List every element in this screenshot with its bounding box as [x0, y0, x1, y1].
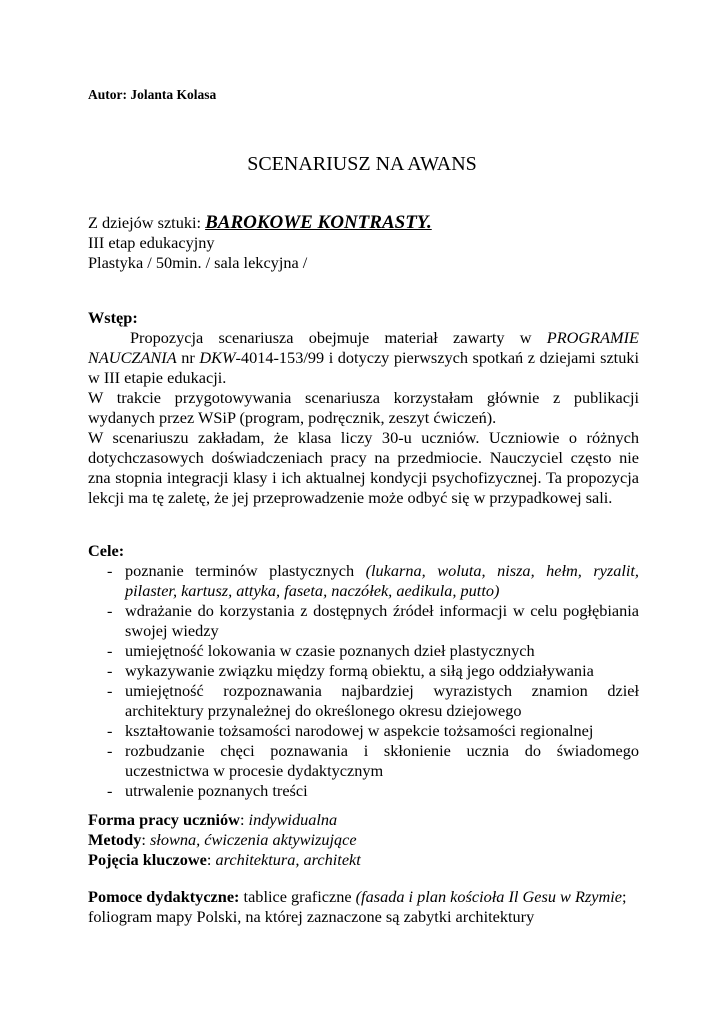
intro-p1-code: DKW: [199, 348, 236, 367]
goal-item-terms: (lukarna, woluta, nisza, hełm, ryzalit, pilaster, kartusz, attyka, faseta, naczółek, aedikula, putto): [125, 561, 639, 600]
intro-section: [88, 308, 639, 508]
colon: :: [239, 810, 249, 829]
goal-item-text: utrwalenie poznanych treści: [125, 781, 308, 800]
methods-line: [88, 830, 639, 850]
lesson-meta-section: [88, 810, 639, 870]
list-dash: -: [107, 741, 113, 760]
work-form-label: Forma pracy uczniów: [88, 810, 240, 829]
list-dash: -: [107, 661, 113, 680]
intro-paragraph-1: [88, 328, 639, 388]
key-concepts-value: architektura, architekt: [215, 850, 361, 869]
goal-item-text: umiejętność rozpoznawania najbardziej wyrazistych znamion dzieł architektury przynależnej do określonego okresu dziejowego: [125, 681, 639, 720]
subject-section: [88, 213, 639, 273]
list-dash: -: [107, 781, 113, 800]
goal-item-text: rozbudzanie chęci poznawania i skłonienie ucznia do świadomego uczestnictwa w procesie dydaktycznym: [125, 741, 639, 780]
subject-line: [88, 213, 639, 233]
teaching-aids-section: [88, 887, 639, 927]
goal-item-text: kształtowanie tożsamości narodowej w aspekcie tożsamości regionalnej: [125, 721, 594, 740]
intro-p1-rest: -4014-153/99 i dotyczy pierwszych spotkań z dziejami sztuki w III etapie edukacji.: [88, 348, 640, 387]
document-title: SCENARIUSZ NA AWANS: [247, 153, 477, 175]
teaching-aids-label: Pomoce dydaktyczne:: [88, 887, 240, 906]
goal-item: [88, 641, 639, 661]
list-dash: -: [107, 601, 113, 620]
goals-list: [88, 561, 639, 801]
goal-item-text: wdrażanie do korzystania z dostępnych źródeł informacji w celu pogłębiania swojej wiedzy: [125, 601, 639, 640]
goal-item-text: wykazywanie związku między formą obiektu, a siłą jego oddziaływania: [125, 661, 594, 680]
goal-item: [88, 561, 639, 601]
goal-item-text: poznanie terminów plastycznych: [125, 561, 366, 580]
colon: :: [206, 850, 216, 869]
goal-item: [88, 681, 639, 721]
goals-heading: Cele:: [88, 541, 125, 560]
goal-item: [88, 781, 639, 801]
goal-item: [88, 721, 639, 741]
key-concepts-label: Pojęcia kluczowe: [88, 850, 207, 869]
goal-item: [88, 661, 639, 681]
list-dash: -: [107, 641, 113, 660]
goal-item-text: umiejętność lokowania w czasie poznanych dzieł plastycznych: [125, 641, 535, 660]
work-form-value: indywidualna: [248, 810, 338, 829]
intro-p1-nr: nr: [176, 348, 200, 367]
methods-label: Metody: [88, 830, 142, 849]
goal-item: [88, 741, 639, 781]
intro-p1-program: PROGRAMIE NAUCZANIA: [88, 328, 639, 367]
list-dash: -: [107, 561, 113, 580]
lesson-info: Plastyka / 50min. / sala lekcyjna /: [88, 253, 308, 272]
subject-prefix: Z dziejów sztuki:: [88, 213, 206, 232]
goals-section: [88, 541, 639, 801]
education-stage: III etap edukacyjny: [88, 233, 215, 252]
work-form-line: [88, 810, 639, 830]
teaching-aids-italic: (fasada i plan kościoła Il Gesu w Rzymie: [355, 887, 622, 906]
list-dash: -: [107, 721, 113, 740]
intro-paragraph-3: W scenariuszu zakładam, że klasa liczy 30-u uczniów. Uczniowie o różnych dotychczasowych doświadczeniach pracy na przedmiocie. Nauczyciel często nie zna stopnia integracji klasy i ich aktualnej kondycji psychofizycznej. Ta propozycja lekcji ma tę zaletę, że jej przeprowadzenie może odbyć się w przypadkowej sali.: [88, 428, 639, 507]
intro-heading: Wstęp:: [88, 308, 138, 327]
teaching-aids-rest: ; foliogram mapy Polski, na której zaznaczone są zabytki architektury: [88, 887, 627, 926]
methods-value: słowna, ćwiczenia aktywizujące: [149, 830, 357, 849]
subject-topic: BAROKOWE KONTRASTY.: [205, 212, 432, 233]
teaching-aids-text: tablice graficzne: [239, 887, 356, 906]
goal-item: [88, 601, 639, 641]
intro-paragraph-2: W trakcie przygotowywania scenariusza korzystałam głównie z publikacji wydanych przez WSiP (program, podręcznik, zeszyt ćwiczeń).: [88, 388, 639, 427]
intro-p1-text: Propozycja scenariusza obejmuje materiał zawarty w: [130, 328, 547, 347]
author-line: Autor: Jolanta Kolasa: [88, 87, 217, 102]
list-dash: -: [107, 681, 113, 700]
colon: :: [141, 830, 150, 849]
key-concepts-line: [88, 850, 639, 870]
